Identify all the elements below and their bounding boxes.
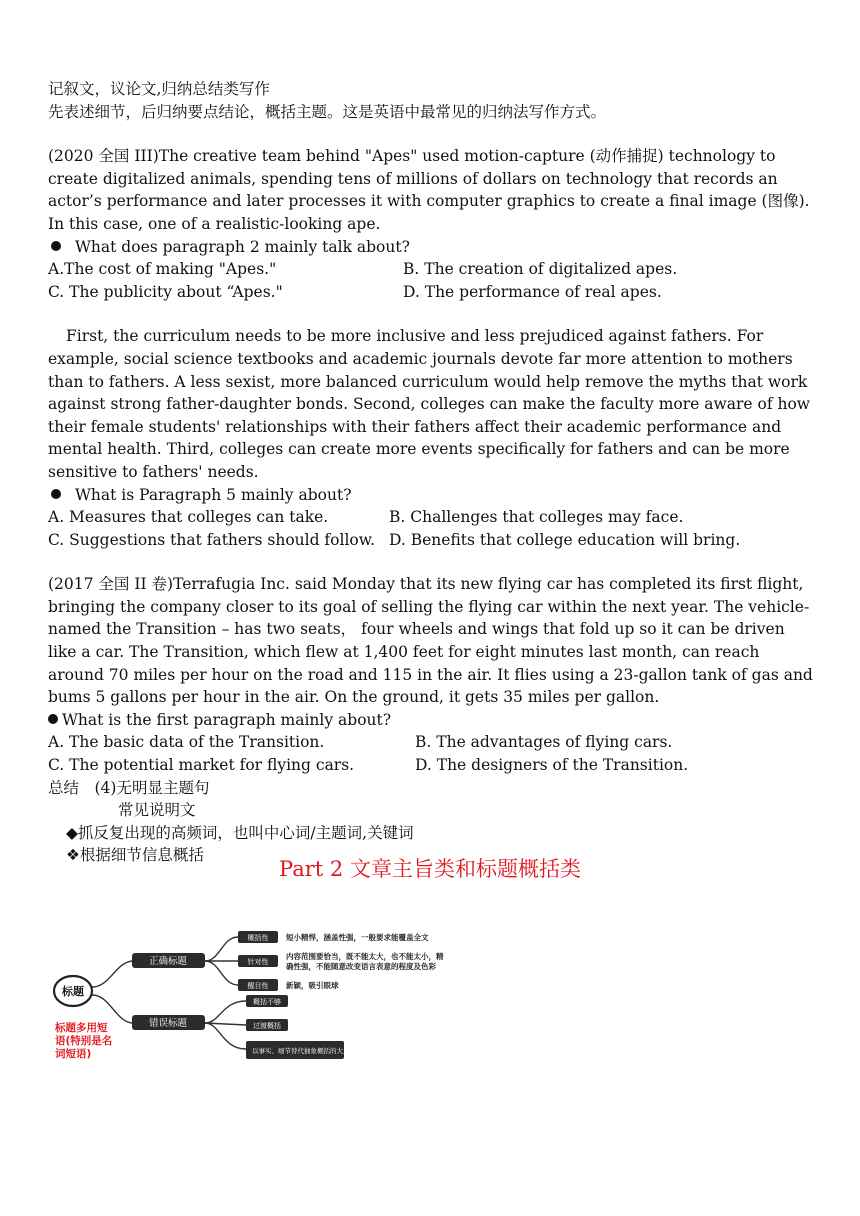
branch-correct-title <box>132 953 205 968</box>
root-label: 标题 <box>62 985 84 998</box>
q1-question <box>48 236 818 259</box>
q2-passage: First, the curriculum needs to be more inclusive and less prejudiced against fathers. For example, social science textbooks and academic journals devote far more attention to mothers than to fathers. A less sexist, more balanced curriculum would help remove the myths that work against strong father-daughter bonds. Second, colleges can make the faculty more aware of how their female students' relationships with their fathers affect their academic performance and mental health. Third, colleges can create more events specifically for fathers and can be more sensitive to fathers' needs. <box>48 327 811 481</box>
branch-correct-label: 正确标题 <box>148 956 188 967</box>
leaf-generality <box>238 931 429 943</box>
leaf-overgeneral-tag: 过渡概括 <box>253 1022 281 1030</box>
leaf-pertinence <box>238 951 444 972</box>
title-mind-map <box>40 915 480 1075</box>
q1-options-row-2 <box>48 281 818 304</box>
q3-option-b: B. The advantages of flying cars. <box>415 733 673 752</box>
q1-option-b: B. The creation of digitalized apes. <box>403 260 678 279</box>
summary-line-4-text: 根据细节信息概括 <box>79 846 204 865</box>
q2-options-row-1 <box>48 506 818 529</box>
root-note-line-2: 语(特别是名 <box>55 1035 113 1047</box>
q2-option-c: C. Suggestions that fathers should follow. <box>48 530 376 549</box>
q3-options-row-1 <box>48 731 818 754</box>
root-note-line-3: 词短语) <box>55 1048 92 1060</box>
leaf-insufficient <box>246 995 288 1007</box>
q3-option-a: A. The basic data of the Transition. <box>48 733 325 752</box>
bullet-icon <box>51 489 61 499</box>
leaf-detail-substitute <box>246 1041 350 1059</box>
summary-line-3-text: 抓反复出现的高频词，也叫中心词/主题词,关键词 <box>77 823 414 842</box>
leaf-generality-desc: 短小精悍，涵盖性强，一般要求能覆盖全文 <box>286 933 429 942</box>
leaf-insufficient-tag: 概括不够 <box>253 998 281 1006</box>
leaf-detail-substitute-tag: 以事实、细节替代抽象概括的大意 <box>252 1047 350 1055</box>
summary-line-3 <box>48 822 818 845</box>
q2-option-b: B. Challenges that colleges may face. <box>389 508 684 527</box>
leaf-pertinence-desc-1: 内容范围要恰当，既不能太大，也不能太小，精 <box>286 952 444 961</box>
q2-question <box>48 484 818 507</box>
leaf-eye-catching-tag: 醒目性 <box>247 982 269 990</box>
part-2-title: Part 2 文章主旨类和标题概括类 <box>279 857 581 881</box>
q1-option-d: D. The performance of real apes. <box>403 282 662 301</box>
q1-question-text: What does paragraph 2 mainly talk about? <box>75 237 410 256</box>
q3-question <box>48 709 818 732</box>
intro-line-1: 记叙文，议论文,归纳总结类写作 <box>48 80 270 98</box>
branch-wrong-label: 错误标题 <box>148 1018 188 1029</box>
bullet-icon <box>48 714 58 724</box>
leaf-generality-tag: 概括性 <box>247 934 269 942</box>
q3-passage: (2017 全国 II 卷)Terrafugia Inc. said Monday that its new flying car has completed its first flight, bringing the company closer to its goal of selling the flying car within the next year. The vehicle-named the Transition – has two seats， four wheels and wings that fold up so it can be driven like a car. The Transition, which flew at 1,400 feet for eight minutes last month, can reach around 70 miles per hour on the road and 115 in the air. It flies using a 23-gallon tank of gas and bums 5 gallons per hour in the air. On the ground, it gets 35 miles per gallon. <box>48 575 813 707</box>
q3-option-c: C. The potential market for flying cars. <box>48 756 355 775</box>
q2-option-d: D. Benefits that college education will bring. <box>389 530 741 549</box>
leaf-overgeneral <box>246 1019 288 1031</box>
q1-option-c: C. The publicity about “Apes." <box>48 282 283 301</box>
q2-options-row-2 <box>48 529 818 552</box>
q1-options-row-1 <box>48 258 818 281</box>
intro-line-2: 先表述细节，后归纳要点结论，概括主题。这是英语中最常见的归纳法写作方式。 <box>48 102 607 121</box>
summary-line-2: 常见说明文 <box>118 801 196 820</box>
document-body <box>48 78 818 867</box>
summary-line-1: 总结 (4)无明显主题句 <box>48 778 210 797</box>
leaf-pertinence-tag: 针对性 <box>247 958 269 966</box>
leaf-pertinence-desc-2: 确性强，不能随意改变语言表意的程度及色彩 <box>286 962 436 971</box>
diamond-bullet-icon: ◆ <box>66 823 78 842</box>
q2-option-a: A. Measures that colleges can take. <box>48 508 329 527</box>
four-point-star-bullet-icon: ❖ <box>66 846 80 865</box>
root-note-line-1: 标题多用短 <box>55 1022 108 1034</box>
q2-question-text: What is Paragraph 5 mainly about? <box>75 485 352 504</box>
mind-map-root <box>54 976 92 1006</box>
q1-passage: (2020 全国 III)The creative team behind "Apes" used motion-capture (动作捕捉) technology to create digitalized animals, spending tens of millions of dollars on technology that records an actor’s performance and later processes it with computer graphics to create a final image (图像). In this case, one of a realistic-looking ape. <box>48 147 810 233</box>
leaf-eye-catching-desc: 新颖，吸引眼球 <box>286 981 339 990</box>
q3-option-d: D. The designers of the Transition. <box>415 756 689 775</box>
bullet-icon <box>51 241 61 251</box>
q3-options-row-2 <box>48 754 818 777</box>
q1-option-a: A.The cost of making "Apes." <box>48 260 277 279</box>
q3-question-text: What is the first paragraph mainly about? <box>62 710 392 729</box>
root-note <box>54 1021 112 1060</box>
leaf-eye-catching <box>238 979 339 991</box>
branch-wrong-title <box>132 1015 205 1030</box>
